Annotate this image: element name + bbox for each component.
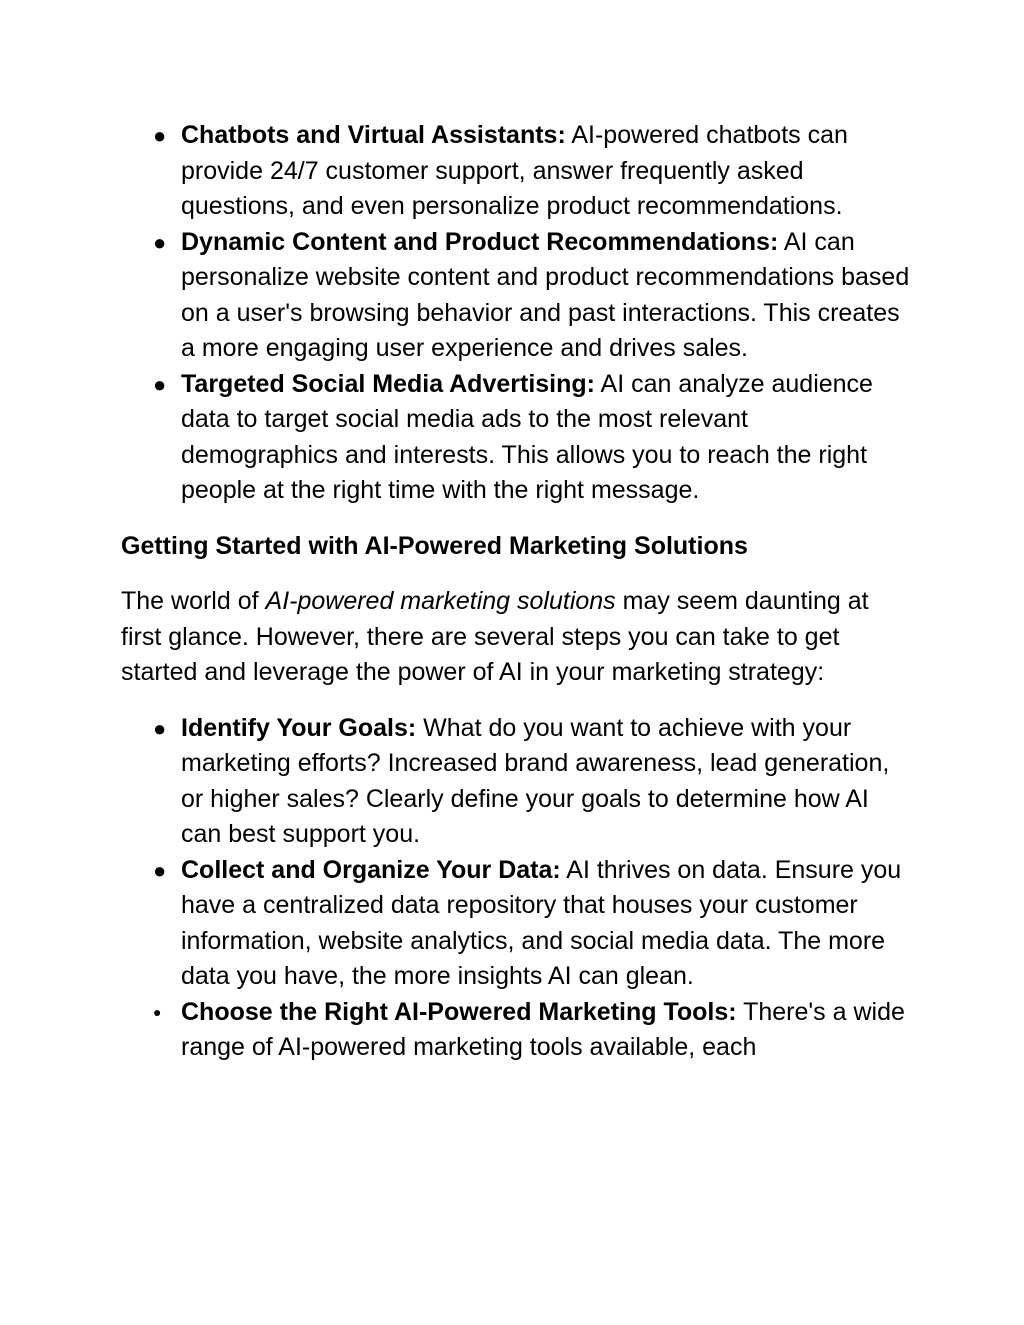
intro-text-before: The world of — [121, 587, 266, 615]
list-item-text: There's a wide range of AI-powered marketing tools available, each — [181, 997, 905, 1061]
bullet-list-getting-started — [121, 711, 911, 1066]
list-item-text: AI-powered chatbots can provide 24/7 customer support, answer frequently asked questions, and even personalize product recommendations. — [181, 121, 848, 220]
list-item — [121, 995, 911, 1066]
list-item-text: AI thrives on data. Ensure you have a centralized data repository that houses your customer information, website analytics, and social media data. The more data you have, the more insights AI can glean. — [181, 855, 902, 990]
intro-paragraph — [121, 584, 911, 691]
list-item — [121, 367, 911, 509]
document-page — [121, 118, 911, 1066]
list-item — [121, 225, 911, 367]
list-item-term: Dynamic Content and Product Recommendations: — [181, 227, 779, 256]
list-item — [121, 711, 911, 853]
list-item-text: AI can personalize website content and product recommendations based on a user's browsing behavior and past interactions. This creates a more engaging user experience and drives sales. — [181, 227, 910, 362]
intro-emphasis: AI-powered marketing solutions — [265, 587, 616, 615]
bullet-icon: ● — [153, 229, 167, 255]
list-item — [121, 853, 911, 995]
bullet-icon: ● — [153, 857, 167, 883]
section-heading: Getting Started with AI-Powered Marketing Solutions — [121, 531, 748, 560]
bullet-icon: ● — [153, 123, 167, 148]
bullet-icon: ● — [153, 1003, 162, 1020]
list-item-text: AI can analyze audience data to target social media ads to the most relevant demographics and interests. This allows you to reach the right people at the right time with the right message. — [181, 369, 873, 504]
list-item-term: Chatbots and Virtual Assistants: — [181, 121, 566, 149]
list-item-term: Targeted Social Media Advertising: — [181, 369, 595, 398]
bullet-icon: ● — [153, 371, 167, 397]
bullet-icon: ● — [153, 715, 167, 741]
bullet-list-ai-uses — [121, 118, 911, 509]
list-item-text: What do you want to achieve with your marketing efforts? Increased brand awareness, lead generation, or higher sales? Clearly define your goals to determine how AI can best support you. — [181, 713, 890, 848]
list-item-term: Collect and Organize Your Data: — [181, 855, 561, 884]
intro-text-after: may seem daunting at first glance. However, there are several steps you can take to get started and leverage the power of AI in your marketing strategy: — [121, 587, 869, 686]
list-item-term: Choose the Right AI-Powered Marketing Tools: — [181, 997, 737, 1026]
list-item — [121, 118, 911, 225]
list-item-term: Identify Your Goals: — [181, 713, 417, 742]
